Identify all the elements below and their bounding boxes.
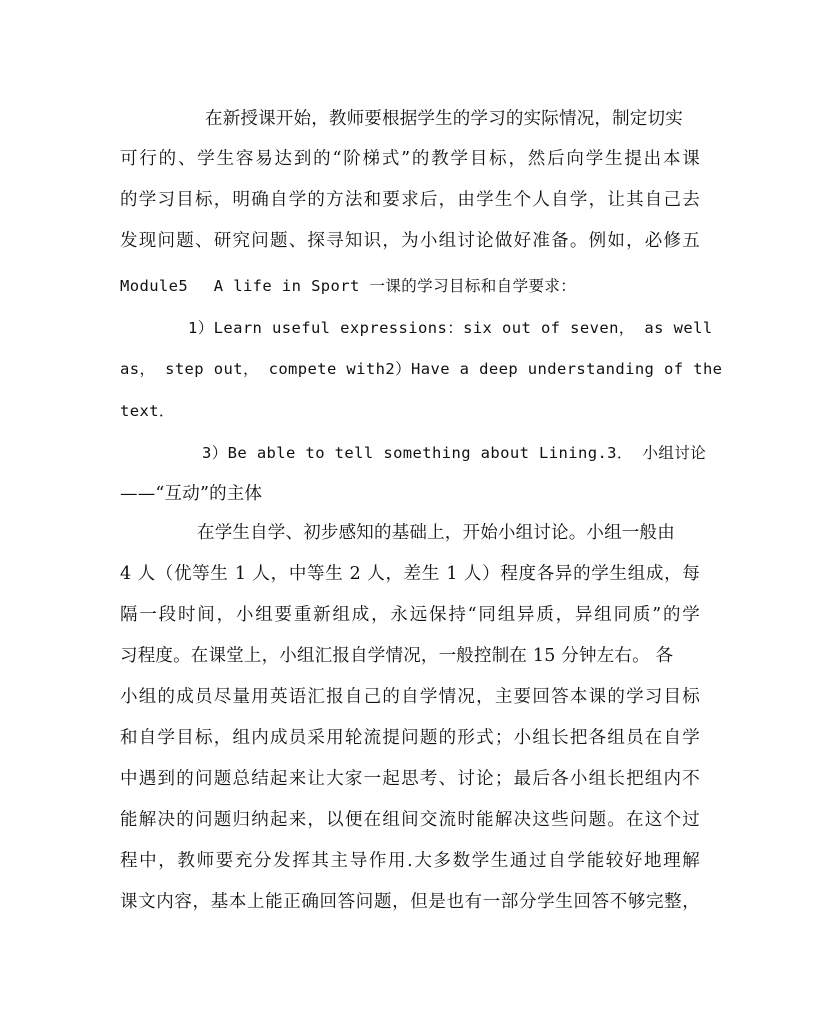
paragraph-2-line-6: 和自学目标，组内成员采用轮流提问题的形式；小组长把各组员在自学: [120, 728, 700, 748]
paragraph-2-line-4: 习程度。在课堂上，小组汇报自学情况，一般控制在 15 分钟左右。 各: [120, 646, 674, 666]
paragraph-1-line-4: 发现问题、研究问题、探寻知识，为小组讨论做好准备。例如，必修五: [120, 231, 700, 251]
paragraph-2-line-10: 课文内容，基本上能正确回答问题，但是也有一部分学生回答不够完整，: [120, 892, 700, 912]
objective-2-line: as， step out， compete with2）Have a deep understanding of the: [120, 360, 723, 378]
objective-1-line: 1）Learn useful expressions：six out of seven， as well: [188, 319, 713, 337]
paragraph-2-line-3: 隔一段时间，小组要重新组成，永远保持“同组异质，异组同质”的学: [120, 605, 700, 625]
objective-3-line: 3）Be able to tell something about Lining.3． 小组讨论: [202, 444, 707, 462]
paragraph-2-line-2: 4 人（优等生 1 人，中等生 2 人，差生 1 人）程度各异的学生组成，每: [120, 564, 700, 584]
paragraph-1-line-1: 在新授课开始，教师要根据学生的学习的实际情况，制定切实: [205, 109, 683, 129]
paragraph-1-line-3: 的学习目标，明确自学的方法和要求后，由学生个人自学，让其自己去: [120, 190, 700, 210]
module-title-line: Module5 A life in Sport 一课的学习目标和自学要求：: [120, 277, 577, 295]
paragraph-1-line-2: 可行的、学生容易达到的“阶梯式”的教学目标，然后向学生提出本课: [120, 149, 700, 169]
paragraph-2-line-5: 小组的成员尽量用英语汇报自己的自学情况，主要回答本课的学习目标: [120, 687, 700, 707]
objective-2-end-line: text．: [120, 402, 175, 420]
paragraph-2-line-9: 程中，教师要充分发挥其主导作用.大多数学生通过自学能较好地理解: [120, 851, 700, 871]
paragraph-2-line-1: 在学生自学、初步感知的基础上，开始小组讨论。小组一般由: [197, 523, 675, 543]
paragraph-2-line-7: 中遇到的问题总结起来让大家一起思考、讨论；最后各小组长把组内不: [120, 769, 700, 789]
section-heading-line: ——“互动”的主体: [120, 484, 263, 504]
paragraph-2-line-8: 能解决的问题归纳起来，以便在组间交流时能解决这些问题。在这个过: [120, 810, 700, 830]
